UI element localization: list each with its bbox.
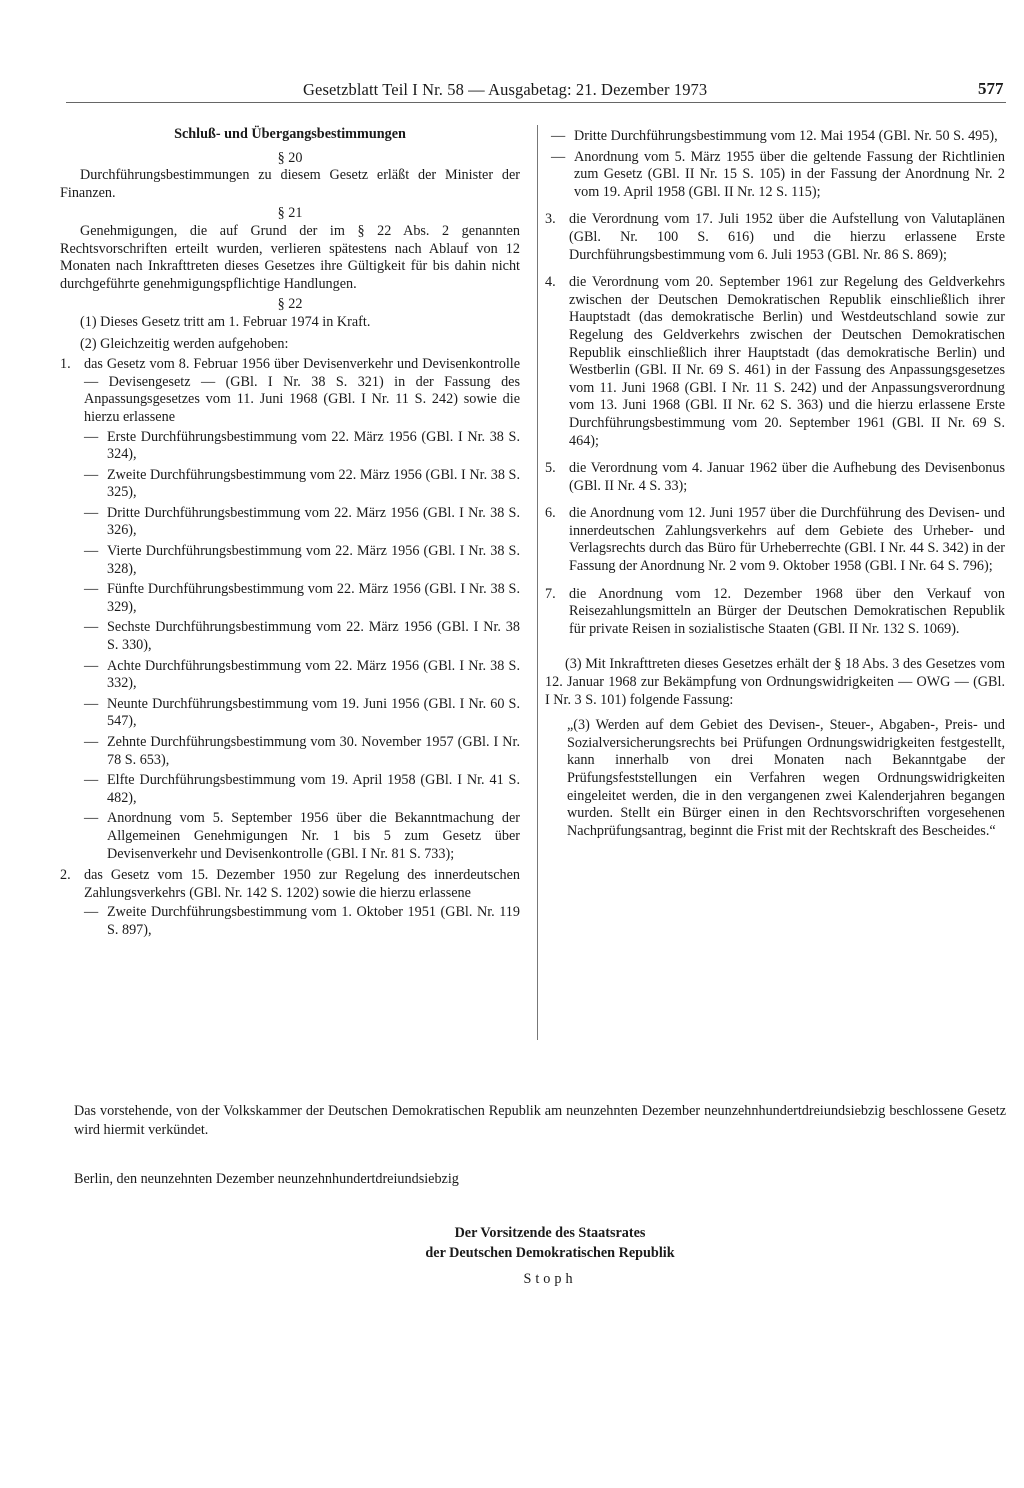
paragraph-22-title: § 22	[277, 296, 303, 313]
dash-item: — Fünfte Durchführungsbestimmung vom 22. März 1956 (GBl. I Nr. 38 S. 329),	[84, 581, 520, 616]
dash-item: — Elfte Durchführungsbestimmung vom 19. April 1958 (GBl. I Nr. 41 S. 482),	[84, 772, 520, 807]
paragraph-21-title: § 21	[277, 205, 303, 222]
dash-item: — Vierte Durchführungsbestimmung vom 22. März 1956 (GBl. I Nr. 38 S. 328),	[84, 543, 520, 578]
list-item	[545, 274, 1005, 450]
list-item-number: 4.	[545, 274, 556, 291]
paragraph-20-text: Durchführungsbestimmungen zu diesem Gesetz erläßt der Minister der Finanzen.	[60, 167, 520, 201]
list-item-text: die Verordnung vom 4. Januar 1962 über die Aufhebung des Devisenbonus (GBl. II Nr. 4 S. 33);	[569, 460, 1005, 494]
list-item	[545, 211, 1005, 264]
quoted-provision: „(3) Werden auf dem Gebiet des Devisen-, Steuer-, Abgaben-, Preis- und Sozialversicherungsrechts bei Prüfungen Ordnungswidrigkeiten festgestellt, kann innerhalb von drei Monaten nach Bekanntgabe der Prüfungsfeststellungen ein Verfahren wegen Ordnungswidrigkeiten eingeleitet werden, die in den vergangenen zwei Kalenderjahren begangen wurden. Stellt ein Bürger einen in den Rechtsvorschriften vorgesehenen Nachprüfungsantrag, beginnt die Frist mit der Rechtskraft des Bescheides.“	[567, 717, 1005, 839]
section-heading: Schluß- und Übergangsbestimmungen	[174, 126, 406, 142]
dash-item: — Anordnung vom 5. September 1956 über die Bekanntmachung der Allgemeinen Genehmigungen Nr. 1 bis 5 zum Gesetz über Devisenverkehr und Devisenkontrolle (GBl. I Nr. 81 S. 733);	[84, 810, 520, 863]
dash-item: — Achte Durchführungsbestimmung vom 22. März 1956 (GBl. I Nr. 38 S. 332),	[84, 658, 520, 693]
page-header	[0, 80, 1024, 104]
list-item-number: 7.	[545, 585, 556, 602]
signature-block	[380, 1223, 720, 1289]
paragraph-20-title: § 20	[277, 149, 303, 166]
list-item	[60, 867, 520, 902]
dash-item: — Zweite Durchführungsbestimmung vom 22. März 1956 (GBl. I Nr. 38 S. 325),	[84, 467, 520, 502]
dash-item: — Dritte Durchführungsbestimmung vom 22. März 1956 (GBl. I Nr. 38 S. 326),	[84, 505, 520, 540]
dash-list	[60, 429, 520, 864]
list-item-text: die Anordnung vom 12. Juni 1957 über die Durchführung des Devisen- und innerdeutschen Zahlungsverkehrs auf dem Gebiete des Urheber- und Verlagsrechts durch das Büro für Urheberrechte (GBl. I Nr. 44 S. 342) in der Fassung der Anordnung Nr. 2 vom 9. Oktober 1958 (GBl. I Nr. 64 S. 796);	[569, 505, 1005, 575]
dash-item: — Erste Durchführungsbestimmung vom 22. März 1956 (GBl. I Nr. 38 S. 324),	[84, 429, 520, 464]
dash-item: — Zweite Durchführungsbestimmung vom 1. Oktober 1951 (GBl. Nr. 119 S. 897),	[84, 904, 520, 939]
paragraph-22-sub2: (2) Gleichzeitig werden aufgehoben:	[80, 335, 289, 352]
list-item-text: die Verordnung vom 17. Juli 1952 über die Aufstellung von Valutaplänen (GBl. Nr. 100 S. 616) und die hierzu erlassene Erste Durchführungsbestimmung vom 6. Juli 1953 (GBl. Nr. 86 S. 869);	[569, 211, 1005, 263]
list-item	[545, 586, 1005, 639]
list-item-text: das Gesetz vom 15. Dezember 1950 zur Regelung des innerdeutschen Zahlungsverkehrs (GBl. Nr. 142 S. 1202) sowie die hierzu erlassene	[84, 867, 520, 901]
paragraph-22-sub3: (3) Mit Inkrafttreten dieses Gesetzes erhält der § 18 Abs. 3 des Gesetzes vom 12. Januar 1968 zur Bekämpfung von Ordnungswidrigkeiten — OWG — (GBl. I Nr. 3 S. 101) folgende Fassung:	[545, 656, 1005, 708]
signatory-name: Stoph	[523, 1271, 577, 1287]
place-and-date: Berlin, den neunzehnten Dezember neunzehnhundertdreiundsiebzig	[74, 1171, 459, 1187]
list-item-number: 5.	[545, 460, 556, 477]
list-item-text: das Gesetz vom 8. Februar 1956 über Devisenverkehr und Devisenkontrolle — Devisengesetz — (GBl. I Nr. 38 S. 321) in der Fassung des Anpassungsgesetzes vom 11. Juni 1968 (GBl. I Nr. 11 S. 242) sowie die hierzu erlassene	[84, 356, 520, 425]
dash-item: — Neunte Durchführungsbestimmung vom 19. Juni 1956 (GBl. I Nr. 60 S. 547),	[84, 696, 520, 731]
dash-item: — Zehnte Durchführungsbestimmung vom 30. November 1957 (GBl. I Nr. 78 S. 653),	[84, 734, 520, 769]
paragraph-22-sub1: (1) Dieses Gesetz tritt am 1. Februar 1974 in Kraft.	[80, 313, 371, 330]
paragraph-21-text: Genehmigungen, die auf Grund der im § 22 Abs. 2 genannten Rechtsvorschriften erteilt wurden, verlieren spätestens nach Ablauf von 12 Monaten nach Inkrafttreten dieses Gesetzes ihre Gültigkeit für bis dahin nicht durchgeführte genehmigungspflichtige Handlungen.	[60, 222, 520, 292]
page-number: 577	[978, 79, 1004, 98]
signature-title-line2: der Deutschen Demokratischen Republik	[425, 1245, 675, 1261]
signature-title-line1: Der Vorsitzende des Staatsrates	[454, 1225, 646, 1241]
dash-item: — Sechste Durchführungsbestimmung vom 22. März 1956 (GBl. I Nr. 38 S. 330),	[84, 619, 520, 654]
header-rule	[66, 102, 1006, 103]
list-item-text: die Anordnung vom 12. Dezember 1968 über den Verkauf von Reisezahlungsmitteln an Bürger der Deutschen Demokratischen Republik für private Reisen in sozialistische Staaten (GBl. II Nr. 132 S. 1069).	[569, 585, 1005, 637]
list-item-number: 6.	[545, 505, 556, 522]
dash-item: — Dritte Durchführungsbestimmung vom 12. Mai 1954 (GBl. Nr. 50 S. 495),	[551, 128, 1005, 146]
column-separator	[537, 125, 538, 1040]
list-item	[545, 460, 1005, 495]
list-item	[545, 505, 1005, 575]
list-item-number: 1.	[60, 356, 71, 373]
right-column	[545, 126, 1005, 840]
list-item	[60, 356, 520, 426]
dash-item: — Anordnung vom 5. März 1955 über die geltende Fassung der Richtlinien zum Gesetz (GBl. II Nr. 15 S. 105) in der Fassung der Anordnung Nr. 2 vom 19. April 1958 (GBl. II Nr. 12 S. 115);	[551, 149, 1005, 202]
promulgation-text: Das vorstehende, von der Volkskammer der Deutschen Demokratischen Republik am neunzehnten Dezember neunzehnhundertdreiundsiebzig beschlossene Gesetz wird hiermit verkündet.	[74, 1103, 1006, 1138]
gazette-title: Gesetzblatt Teil I Nr. 58 — Ausgabetag: 21. Dezember 1973	[303, 80, 708, 99]
list-item-text: die Verordnung vom 20. September 1961 zur Regelung des Geldverkehrs zwischen der Deutschen Demokratischen Republik einschließlich ihrer Hauptstadt (das demokratische Berlin) und Westdeutschland sowie zur Regelung des Geldverkehrs zwischen der Deutschen Demokratischen Republik einschließlich ihrer Hauptstadt (das demokratische Berlin) und Westberlin (GBl. II Nr. 69 S. 461) in der Fassung des Anpassungsgesetzes vom 11. Juni 1968 (GBl. I Nr. 11 S. 242) und der Anpassungsverordnung vom 13. Juni 1968 (GBl. II Nr. 62 S. 363) und die hierzu erlassene Erste Durchführungsbestimmung vom 20. September 1961 (GBl. II Nr. 69 S. 464);	[569, 274, 1005, 449]
left-column	[60, 126, 520, 940]
list-item-number: 2.	[60, 867, 71, 884]
list-item-number: 3.	[545, 211, 556, 228]
